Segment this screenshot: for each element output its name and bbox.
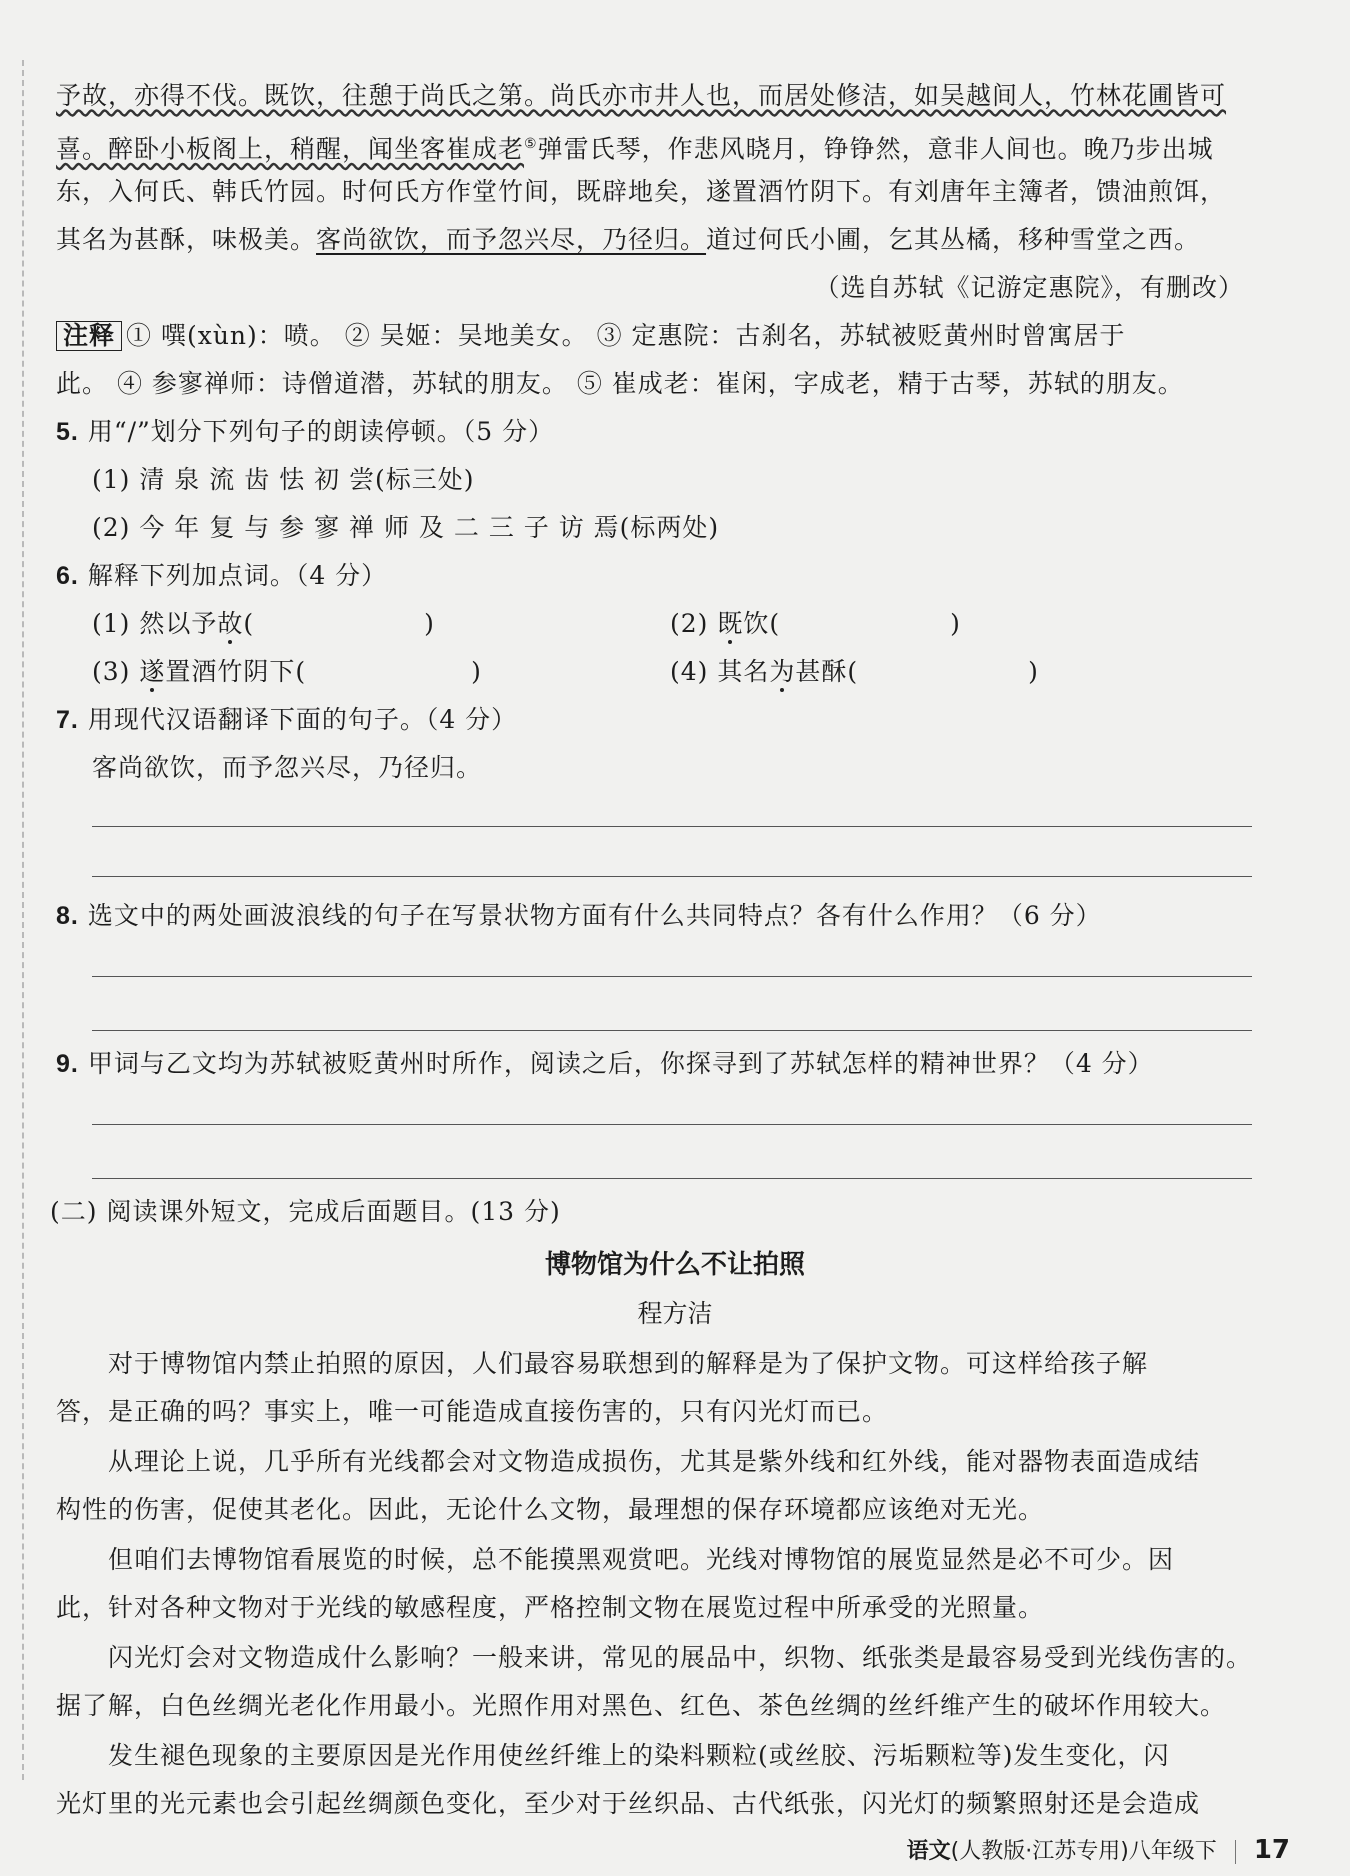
passage-line-3: 东，入何氏、韩氏竹园。时何氏方作堂竹间，既辟地矣，遂置酒竹阴下。有刘唐年主簿者，馈油煎饵， (56, 177, 1227, 206)
question-8: 8. 选文中的两处画波浪线的句子在写景状物方面有什么共同特点？各有什么作用？（6 分） (56, 901, 1102, 930)
q7-answer-line-2[interactable] (92, 876, 1252, 877)
page-number: 17 (1253, 1835, 1290, 1865)
article-author: 程方洁 (637, 1299, 713, 1328)
paragraph-3-line-1: 但咱们去博物馆看展览的时候，总不能摸黑观赏吧。光线对博物馆的展览显然是必不可少。因 (108, 1545, 1175, 1574)
question-7: 7. 用现代汉语翻译下面的句子。（4 分） (56, 705, 518, 734)
question-5: 5. 用“/”划分下列句子的朗读停顿。（5 分） (56, 417, 555, 446)
q8-answer-line-1[interactable] (92, 976, 1252, 977)
q9-answer-line-2[interactable] (92, 1178, 1252, 1179)
q6-item-1: (1) 然以予故( ) (92, 609, 435, 638)
q6-item-2: (2) 既饮( ) (670, 609, 961, 638)
article-title: 博物馆为什么不让拍照 (544, 1250, 805, 1280)
q7-sentence: 客尚欲饮，而予忽兴尽，乃径归。 (92, 753, 483, 782)
q6-item-3: (3) 遂置酒竹阴下( ) (92, 657, 482, 686)
q7-answer-line-1[interactable] (92, 826, 1252, 827)
footer-edition: (人教版·江苏专用)八年级下 (950, 1839, 1217, 1864)
q9-answer-line-1[interactable] (92, 1124, 1252, 1125)
paragraph-3-line-2: 此，针对各种文物对于光线的敏感程度，严格控制文物在展览过程中所承受的光照量。 (56, 1593, 1045, 1622)
paragraph-4-line-2: 据了解，白色丝绸光老化作用最小。光照作用对黑色、红色、茶色丝绸的丝纤维产生的破坏作用较大。 (56, 1691, 1227, 1720)
passage-source: （选自苏轼《记游定惠院》，有删改） (814, 273, 1244, 302)
underlined-sentence: 客尚欲饮，而予忽兴尽，乃径归。 (316, 225, 707, 254)
passage-line-1: 予故，亦得不伐。既饮，往憩于尚氏之第。尚氏亦市井人也，而居处修洁，如吴越间人，竹林花圃皆可 (56, 81, 1227, 110)
q6-item-4: (4) 其名为甚酥( ) (670, 657, 1039, 686)
passage-line-2: 喜。醉卧小板阁上，稍醒，闻坐客崔成老⑤弹雷氏琴，作悲风晓月，铮铮然，意非人间也。晚乃步出城 (56, 134, 1214, 164)
footer-subject: 语文 (906, 1839, 951, 1864)
paragraph-5-line-1: 发生褪色现象的主要原因是光作用使丝纤维上的染料颗粒(或丝胶、污垢颗粒等)发生变化，闪 (108, 1741, 1170, 1770)
paragraph-1-line-1: 对于博物馆内禁止拍照的原因，人们最容易联想到的解释是为了保护文物。可这样给孩子解 (108, 1349, 1149, 1378)
paragraph-2-line-1: 从理论上说，几乎所有光线都会对文物造成损伤，尤其是紫外线和红外线，能对器物表面造成结 (108, 1447, 1201, 1476)
paragraph-2-line-2: 构性的伤害，促使其老化。因此，无论什么文物，最理想的保存环境都应该绝对无光。 (56, 1495, 1045, 1524)
paragraph-4-line-1: 闪光灯会对文物造成什么影响？一般来讲，常见的展品中，织物、纸张类是最容易受到光线伤害的。 (108, 1643, 1253, 1672)
footer-separator (1235, 1840, 1236, 1864)
binding-margin-line (22, 60, 24, 1780)
notes-tag: 注释 (56, 321, 122, 351)
q5-sentence-1: (1) 清 泉 流 齿 怯 初 尝(标三处) (92, 465, 475, 494)
page-footer (907, 1834, 1290, 1865)
q8-answer-line-2[interactable] (92, 1030, 1252, 1031)
notes-line-1: 注释 ① 噀(xùn)：喷。 ② 吴姬：吴地美女。 ③ 定惠院：古刹名，苏轼被贬黄州时曾寓居于 (56, 318, 1244, 354)
q5-sentence-2: (2) 今 年 复 与 参 寥 禅 师 及 二 三 子 访 焉(标两处) (92, 513, 720, 542)
question-6: 6. 解释下列加点词。（4 分） (56, 561, 388, 590)
paragraph-1-line-2: 答，是正确的吗？事实上，唯一可能造成直接伤害的，只有闪光灯而已。 (56, 1397, 889, 1426)
question-9: 9. 甲词与乙文均为苏轼被贬黄州时所作，阅读之后，你探寻到了苏轼怎样的精神世界？（4 分） (56, 1049, 1154, 1078)
paragraph-5-line-2: 光灯里的光元素也会引起丝绸颜色变化，至少对于丝织品、古代纸张，闪光灯的频繁照射还是会造成 (56, 1789, 1201, 1818)
notes-line-2: 此。 ④ 参寥禅师：诗僧道潜，苏轼的朋友。 ⑤ 崔成老：崔闲，字成老，精于古琴，苏轼的朋友。 (56, 369, 1184, 398)
section-2-heading: (二) 阅读课外短文，完成后面题目。(13 分) (50, 1197, 561, 1226)
passage-line-4: 其名为甚酥，味极美。客尚欲饮，而予忽兴尽，乃径归。道过何氏小圃，乞其丛橘，移种雪堂之西。 (56, 225, 1201, 254)
